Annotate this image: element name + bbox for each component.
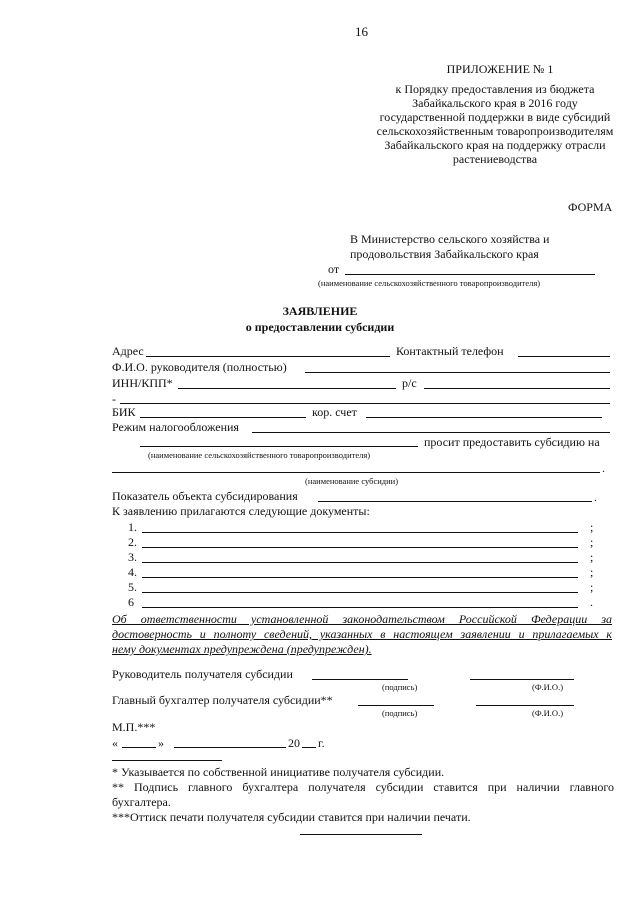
head-name-label: Ф.И.О. руководителя (полностью) bbox=[112, 360, 287, 374]
bottom-separator bbox=[300, 834, 422, 835]
head-fio-field[interactable] bbox=[470, 679, 574, 680]
corr-account-label: кор. счет bbox=[312, 405, 357, 419]
dash-mark: - bbox=[112, 392, 116, 406]
accountant-signature-field[interactable] bbox=[358, 705, 434, 706]
head-name-field[interactable] bbox=[305, 372, 610, 373]
bik-field[interactable] bbox=[140, 417, 306, 418]
year-suffix: г. bbox=[318, 736, 325, 750]
corr-account-field[interactable] bbox=[366, 417, 602, 418]
document-ending: ; bbox=[590, 580, 594, 594]
quote-open: « bbox=[112, 736, 118, 750]
document-ending: ; bbox=[590, 520, 594, 534]
statement-title: ЗАЯВЛЕНИЕ bbox=[282, 304, 358, 318]
tax-regime-label: Режим налогообложения bbox=[112, 420, 239, 434]
responsibility-line-1: Об ответственности установленной законодательством Российской Федерации за bbox=[112, 612, 612, 626]
from-underline[interactable] bbox=[345, 274, 595, 275]
document-ending: ; bbox=[590, 535, 594, 549]
attached-label: К заявлению прилагаются следующие документы: bbox=[112, 504, 370, 518]
accountant-fio-field[interactable] bbox=[476, 705, 574, 706]
footnote-2b: бухгалтера. bbox=[112, 795, 171, 809]
appendix-title: ПРИЛОЖЕНИЕ № 1 bbox=[446, 62, 554, 76]
fio-hint: (Ф.И.О.) bbox=[532, 708, 564, 718]
document-field-6[interactable] bbox=[142, 607, 578, 608]
appendix-line-6: растениеводства bbox=[452, 152, 538, 166]
subsidy-period: . bbox=[602, 461, 605, 475]
document-field-3[interactable] bbox=[142, 562, 578, 563]
quote-close: » bbox=[158, 736, 164, 750]
footnote-2a: ** Подпись главного бухгалтера получателя субсидии ставится при наличии главного bbox=[112, 780, 614, 794]
form-label: ФОРМА bbox=[568, 200, 613, 214]
responsibility-line-2: достоверность и полноту сведений, указанных в настоящем заявлении и прилагаемых к bbox=[112, 627, 612, 641]
account-label: р/с bbox=[402, 376, 417, 390]
footnote-1: * Указывается по собственной инициативе получателя субсидии. bbox=[112, 765, 445, 779]
document-field-5[interactable] bbox=[142, 592, 578, 593]
head-signature-field[interactable] bbox=[312, 679, 408, 680]
month-field[interactable] bbox=[174, 747, 286, 748]
footnote-3: ***Оттиск печати получателя субсидии ставится при наличии печати. bbox=[112, 810, 471, 824]
appendix-line-1: к Порядку предоставления из бюджета bbox=[395, 82, 595, 96]
responsibility-line-3: нему документах предупреждена (предупрежден). bbox=[112, 642, 372, 656]
statement-subtitle: о предоставлении субсидии bbox=[245, 320, 395, 334]
document-field-4[interactable] bbox=[142, 577, 578, 578]
appendix-line-2: Забайкальского края в 2016 году bbox=[412, 96, 578, 110]
bik-label: БИК bbox=[112, 405, 136, 419]
document-number: 4. bbox=[128, 565, 137, 579]
document-number: 6 bbox=[128, 595, 134, 609]
page-number: 16 bbox=[355, 24, 368, 39]
signature-hint: (подпись) bbox=[382, 708, 418, 718]
address-label: Адрес bbox=[112, 344, 144, 358]
day-field[interactable] bbox=[122, 747, 156, 748]
indicator-period: . bbox=[594, 490, 597, 504]
account-field[interactable] bbox=[424, 388, 610, 389]
document-ending: ; bbox=[590, 565, 594, 579]
indicator-label: Показатель объекта субсидирования bbox=[112, 489, 298, 503]
document-number: 2. bbox=[128, 535, 137, 549]
addressee-line-1: В Министерство сельского хозяйства и bbox=[350, 232, 550, 246]
indicator-field[interactable] bbox=[318, 501, 592, 502]
producer-name-field[interactable] bbox=[140, 446, 418, 447]
document-number: 1. bbox=[128, 520, 137, 534]
fio-hint: (Ф.И.О.) bbox=[532, 682, 564, 692]
document-ending: . bbox=[590, 595, 593, 609]
from-hint: (наименование сельскохозяйственного товаропроизводителя) bbox=[318, 278, 541, 288]
year-field[interactable] bbox=[302, 747, 316, 748]
document-field-1[interactable] bbox=[142, 532, 578, 533]
document-field-2[interactable] bbox=[142, 547, 578, 548]
inn-kpp-label: ИНН/КПП* bbox=[112, 376, 173, 390]
document-number: 5. bbox=[128, 580, 137, 594]
subsidy-hint: (наименование субсидии) bbox=[305, 476, 399, 486]
year-prefix: 20 bbox=[288, 736, 300, 750]
tax-regime-field[interactable] bbox=[252, 432, 610, 433]
phone-label: Контактный телефон bbox=[396, 344, 504, 358]
signature-hint: (подпись) bbox=[382, 682, 418, 692]
appendix-line-5: Забайкальского края на поддержку отрасли bbox=[384, 138, 606, 152]
appendix-line-4: сельскохозяйственным товаропроизводителям bbox=[376, 124, 614, 138]
phone-field[interactable] bbox=[518, 356, 610, 357]
accountant-signature-label: Главный бухгалтер получателя субсидии** bbox=[112, 693, 333, 707]
address-field[interactable] bbox=[146, 356, 390, 357]
document-ending: ; bbox=[590, 550, 594, 564]
request-text: просит предоставить субсидию на bbox=[424, 435, 600, 449]
from-label: от bbox=[328, 262, 340, 276]
addressee-line-2: продовольствия Забайкальского края bbox=[350, 247, 539, 261]
continuation-field[interactable] bbox=[120, 403, 610, 404]
stamp-label: М.П.*** bbox=[112, 720, 156, 734]
footnote-separator bbox=[112, 760, 222, 761]
head-signature-label: Руководитель получателя субсидии bbox=[112, 667, 293, 681]
document-number: 3. bbox=[128, 550, 137, 564]
inn-kpp-field[interactable] bbox=[178, 388, 396, 389]
appendix-line-3: государственной поддержки в виде субсидий bbox=[379, 110, 611, 124]
subsidy-name-field[interactable] bbox=[112, 472, 600, 473]
producer-hint: (наименование сельскохозяйственного товаропроизводителя) bbox=[148, 450, 371, 460]
